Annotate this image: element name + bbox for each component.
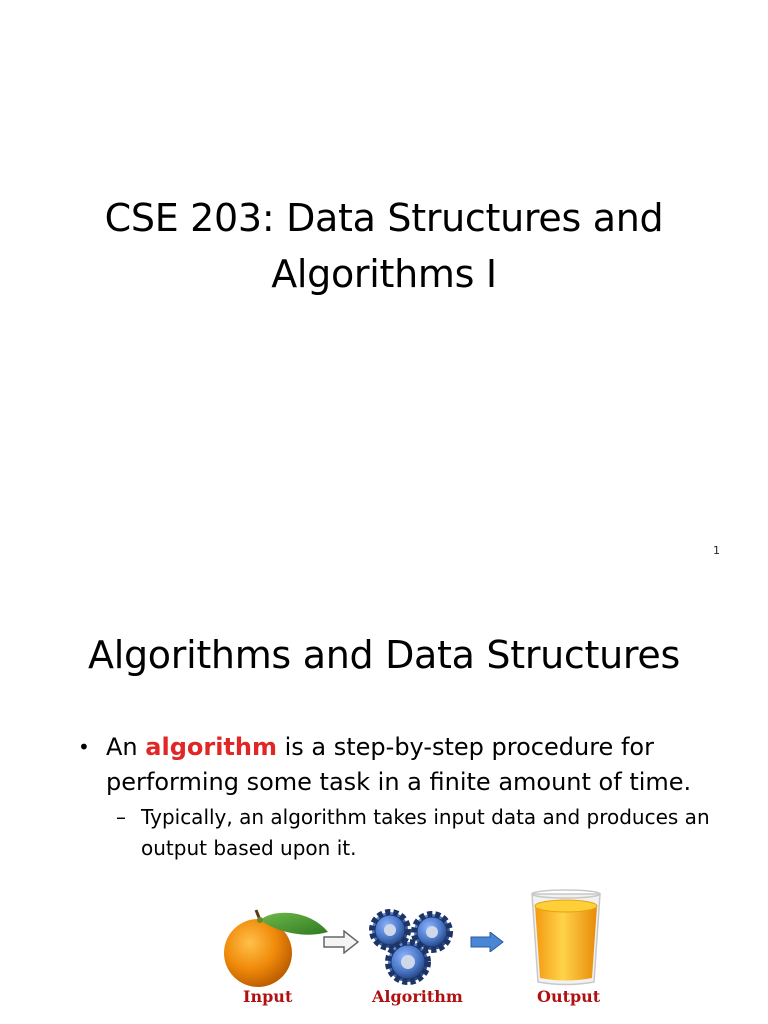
bullet-prefix: An	[106, 733, 146, 761]
sub-bullet-dash: –	[116, 805, 126, 829]
bullet-keyword: algorithm	[145, 733, 277, 761]
input-caption: Input	[243, 987, 293, 1006]
sub-bullet-item	[116, 802, 716, 864]
bullet-rest: is a step-by-step procedure for performing some task in a finite amount of time.	[106, 733, 692, 796]
title-line-1: CSE 203: Data Structures and	[104, 196, 664, 240]
slide-1-title	[60, 190, 708, 302]
output-caption: Output	[537, 987, 601, 1006]
bullet-dot: •	[78, 735, 90, 759]
algorithm-diagram	[0, 886, 768, 1024]
bullet-text	[106, 730, 718, 800]
slide-2-title: Algorithms and Data Structures	[88, 633, 680, 677]
arrow-right-outline-icon	[323, 930, 359, 954]
arrow-right-icon	[470, 932, 504, 952]
title-line-2: Algorithms I	[271, 252, 497, 296]
slide-2	[0, 568, 768, 1024]
gears-icon	[368, 908, 460, 988]
slide-number: 1	[713, 544, 720, 557]
algorithm-caption: Algorithm	[372, 987, 463, 1006]
orange-icon	[220, 898, 332, 990]
juice-glass-icon	[526, 888, 606, 988]
sub-bullet-text: Typically, an algorithm takes input data and produces an output based upon it.	[141, 805, 710, 860]
bullet-item	[78, 730, 718, 800]
